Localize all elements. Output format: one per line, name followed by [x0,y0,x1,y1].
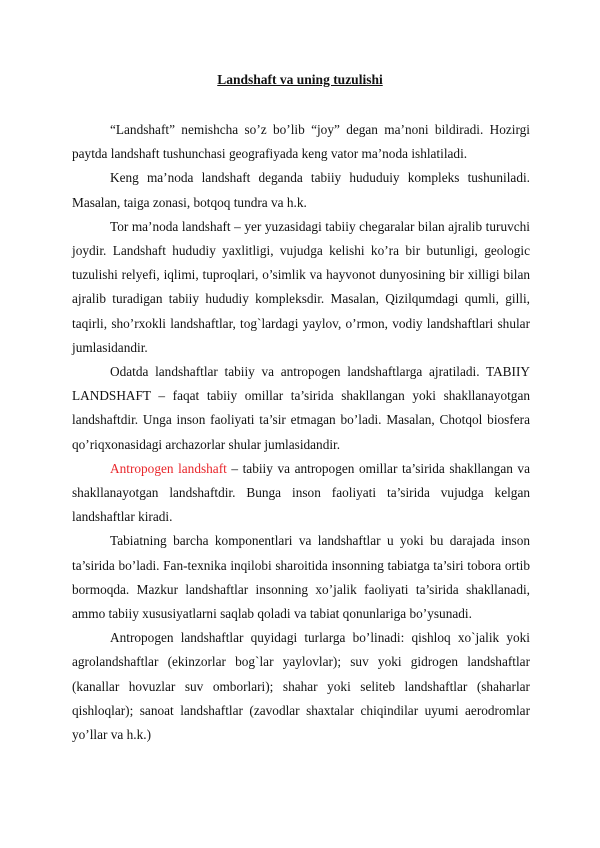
paragraph-natural-landscape: Odatda landshaftlar tabiiy va antropogen landshaftlarga ajratiladi. TABIIY LANDSHAFT – faqat tabiiy omillar ta’sirida shakllangan yoki shakllanayotgan landshaftdir. Unga inson faoliyati ta’sir etmagan bo’ladi. Masalan, Chotqol biosfera qo’riqxonasidagi archazorlar shular jumlasidandir. [72,364,530,452]
paragraph-human-influence: Tabiatning barcha komponentlari va landshaftlar u yoki bu darajada inson ta’sirida bo’ladi. Fan-texnika inqilobi sharoitida insonning tabiatga ta’siri tobora ortib bormoqda. Mazkur landshaftlar insonning xo’jalik faoliyati ta’sirida shakllanadi, ammo tabiiy xususiyatlarni saqlab qoladi va tabiat qonunlariga bo’ysunadi. [72,533,530,622]
anthropogen-term: Antropogen landshaft [110,460,227,476]
anthropogen-definition: – tabiiy va antropogen omillar ta’sirida shakllangan va shakllanayotgan landshaftdir. Bunga inson faoliyati ta’sirida vujudga kelgan landshaftlar kiradi. [72,460,530,525]
document-title: Landshaft va uning tuzulishi [217,72,383,87]
paragraph-broad-meaning: Keng ma’noda landshaft deganda tabiiy hududuiy kompleks tushuniladi. Masalan, taiga zonasi, botqoq tundra va h.k. [72,170,530,210]
paragraph-narrow-meaning: Tor ma’noda landshaft – yer yuzasidagi tabiiy chegaralar bilan ajralib turuvchi joydir. Landshaft hududiy yaxlitligi, vujudga kelishi ko’ra bir butunligi, geologic tuzulishi relyefi, iqlimi, tuproqlari, o’simlik va hayvonot dunyosining bir xilligi bilan ajralib turadigan tabiiy hududiy kompleksdir. Masalan, Qizilqumdagi qumli, gilli, taqirli, sho’rxokli landshaftlar, tog`lardagi yaylov, o’rmon, vodiy landshaftlari shular jumlasidandir. [72,218,530,355]
paragraph-anthropogen-types: Antropogen landshaftlar quyidagi turlarga bo’linadi: qishloq xo`jalik yoki agrolandshaftlar (ekinzorlar bog`lar yaylovlar); suv yoki gidrogen landshaftlar (kanallar hovuzlar suv omborlari); shahar yoki seliteb landshaftlar (shaharlar qishloqlar); sanoat landshaftlar (zavodlar shaxtalar chiqindilar uyumi aerodromlar yo’llar va h.k.) [72,630,530,743]
document-body [72,118,530,747]
paragraph-landshaft-etymology: “Landshaft” nemishcha so’z bo’lib “joy” degan ma’noni bildiradi. Hozirgi paytda landshaft tushunchasi geografiyada keng vator ma’noda ishlatiladi. [72,122,530,162]
paragraph-anthropogen-landscape [72,457,530,530]
